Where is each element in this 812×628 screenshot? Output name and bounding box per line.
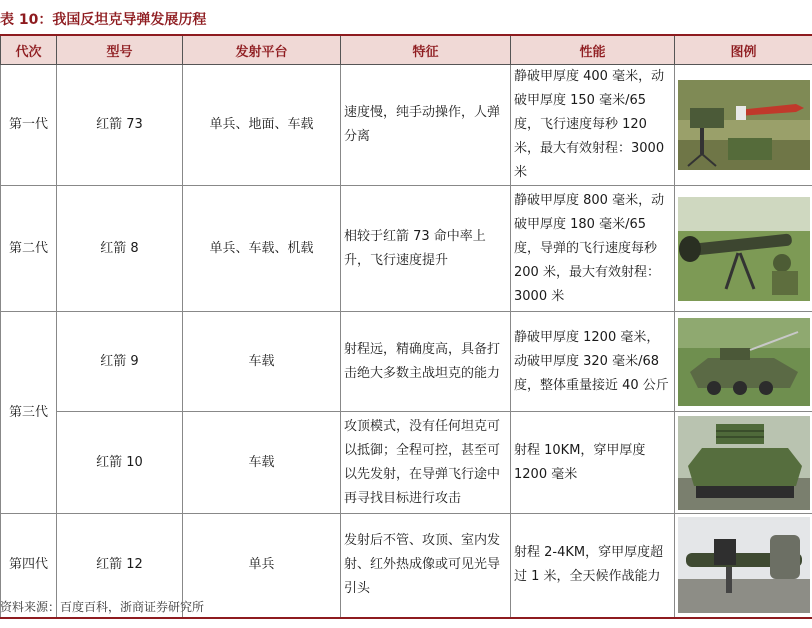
header-platform: 发射平台 <box>183 35 341 65</box>
image-cell <box>675 186 812 312</box>
performance-cell: 射程 2-4KM，穿甲厚度超过 1 米，全天候作战能力 <box>511 514 675 618</box>
platform-cell: 车载 <box>183 312 341 412</box>
table-row <box>1 186 812 312</box>
header-performance: 性能 <box>511 35 675 65</box>
header-generation: 代次 <box>1 35 57 65</box>
performance-cell: 静破甲厚度 1200 毫米，动破甲厚度 320 毫米/68 度，整体重量接近 40 公斤 <box>511 312 675 412</box>
table-title: 表 10：我国反坦克导弹发展历程 <box>0 12 207 28</box>
feature-cell: 相较于红箭 73 命中率上升，飞行速度提升 <box>341 186 511 312</box>
table-row <box>1 65 812 186</box>
feature-cell: 速度慢，纯手动操作，人弹分离 <box>341 65 511 186</box>
platform-cell: 单兵、地面、车载 <box>183 65 341 186</box>
missile-launcher-photo <box>678 80 810 170</box>
table-header-row <box>1 35 812 65</box>
performance-cell: 静破甲厚度 800 毫米，动破甲厚度 180 毫米/65 度，导弹的飞行速度每秒 200 米，最大有效射程：3000 米 <box>511 186 675 312</box>
header-model: 型号 <box>57 35 183 65</box>
image-cell <box>675 312 812 412</box>
model-cell: 红箭 10 <box>57 412 183 514</box>
model-cell: 红箭 12 <box>57 514 183 618</box>
generation-cell: 第四代 <box>1 514 57 618</box>
missile-history-table <box>0 34 812 619</box>
missile-launcher-photo <box>678 517 810 613</box>
model-cell: 红箭 8 <box>57 186 183 312</box>
image-cell <box>675 412 812 514</box>
feature-cell: 攻顶模式，没有任何坦克可以抵御；全程可控，甚至可以先发射，在导弹飞行途中再寻找目标进行攻击 <box>341 412 511 514</box>
model-cell: 红箭 9 <box>57 312 183 412</box>
platform-cell: 车载 <box>183 412 341 514</box>
header-feature: 特征 <box>341 35 511 65</box>
missile-vehicle-photo <box>678 416 810 510</box>
generation-cell: 第一代 <box>1 65 57 186</box>
image-cell <box>675 514 812 618</box>
platform-cell: 单兵、车载、机载 <box>183 186 341 312</box>
missile-vehicle-photo <box>678 318 810 406</box>
source-note: 资料来源：百度百科，浙商证券研究所 <box>0 600 205 614</box>
performance-cell: 射程 10KM，穿甲厚度 1200 毫米 <box>511 412 675 514</box>
model-cell: 红箭 73 <box>57 65 183 186</box>
feature-cell: 射程远，精确度高，具备打击绝大多数主战坦克的能力 <box>341 312 511 412</box>
generation-cell: 第二代 <box>1 186 57 312</box>
platform-cell: 单兵 <box>183 514 341 618</box>
generation-cell: 第三代 <box>1 312 57 514</box>
table-row <box>1 412 812 514</box>
missile-launcher-photo <box>678 197 810 301</box>
feature-cell: 发射后不管、攻顶、室内发射、红外热成像或可见光导引头 <box>341 514 511 618</box>
header-image: 图例 <box>675 35 812 65</box>
image-cell <box>675 65 812 186</box>
table-row <box>1 312 812 412</box>
performance-cell: 静破甲厚度 400 毫米，动破甲厚度 150 毫米/65 度，飞行速度每秒 120 米，最大有效射程：3000 米 <box>511 65 675 186</box>
